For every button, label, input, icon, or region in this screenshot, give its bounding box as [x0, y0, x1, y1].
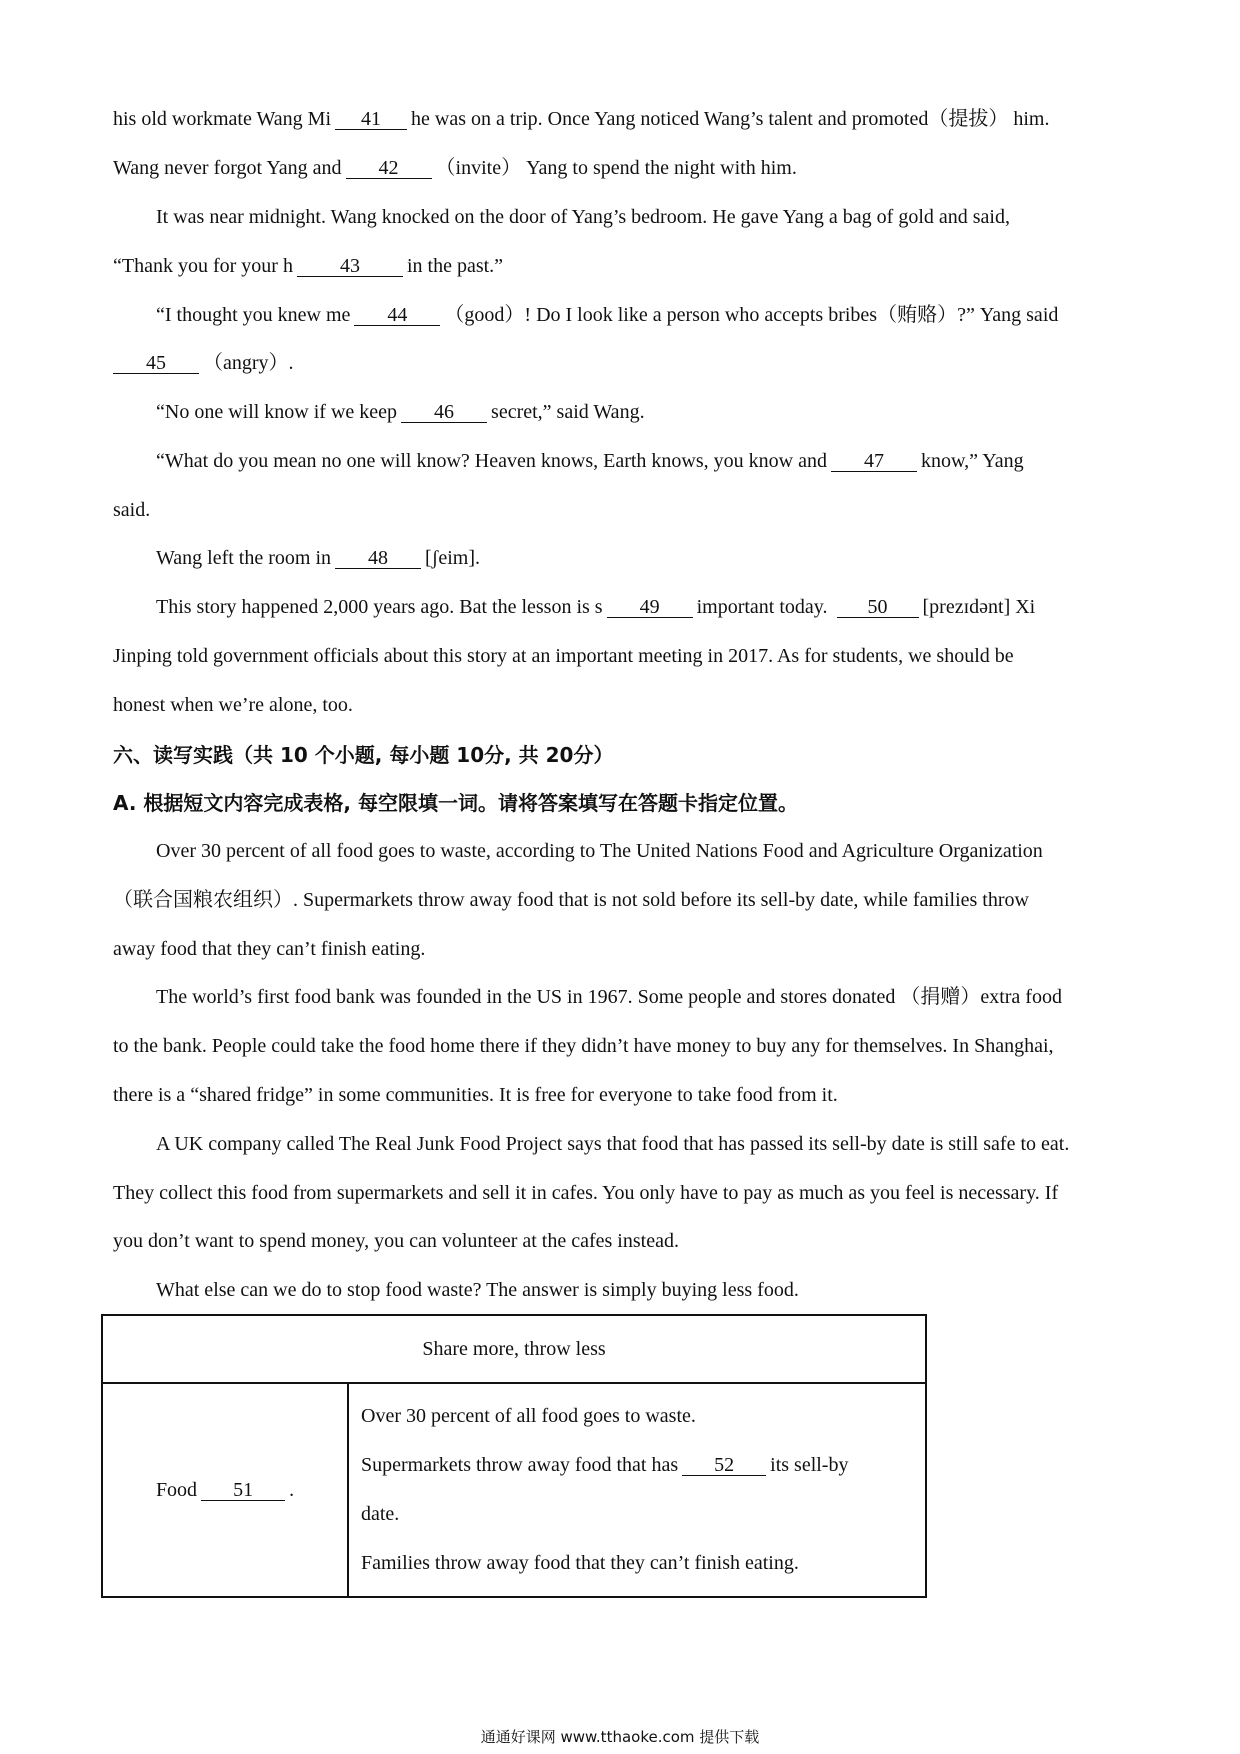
text: his old workmate Wang Mi [113, 108, 331, 130]
passage-p2-line3: there is a “shared fridge” in some communities. It is free for everyone to take food from it. [113, 1084, 838, 1106]
table-title: Share more, throw less [102, 1315, 926, 1383]
story-line-2 [113, 155, 797, 181]
blank-49[interactable]: 49 [607, 597, 693, 618]
blank-45[interactable]: 45 [113, 353, 199, 374]
text: （good）! Do I look like a person who accepts bribes（贿赂）?” Yang said [444, 304, 1059, 326]
text: in the past.” [406, 255, 504, 277]
table-line-3: date. [361, 1503, 400, 1525]
blank-41[interactable]: 41 [335, 109, 407, 130]
text: [prezɪdənt] Xi [922, 596, 1036, 618]
blank-46[interactable]: 46 [401, 402, 487, 423]
story-line-4 [113, 253, 503, 279]
food-label: Food [155, 1478, 198, 1501]
table-row [102, 1383, 926, 1597]
table-left-cell [102, 1383, 348, 1597]
footer-source: 通通好课网 www.tthaoke.com 提供下载 [480, 1728, 760, 1746]
text: secret,” said Wang. [491, 401, 645, 423]
passage-p3-line2: They collect this food from supermarkets and sell it in cafes. You only have to pay as much as you feel is necessary. If [113, 1182, 1059, 1204]
text: It was near midnight. Wang knocked on the door of Yang’s bedroom. He gave Yang a bag of gold and said, [156, 206, 1010, 228]
story-line-13 [113, 692, 353, 718]
text: “I thought you knew me [156, 304, 351, 326]
blank-50[interactable]: 50 [837, 597, 919, 618]
blank-48[interactable]: 48 [335, 548, 421, 569]
table-line-2 [361, 1441, 913, 1490]
text: he was on a trip. Once Yang noticed Wang’s talent and promoted（提拔） him. [411, 108, 1050, 130]
story-line-11 [156, 594, 1035, 620]
text: important today. [696, 596, 828, 618]
story-line-12 [113, 643, 1014, 669]
blank-52[interactable]: 52 [682, 1455, 766, 1476]
period: . [289, 1478, 295, 1501]
blank-51[interactable]: 51 [201, 1480, 285, 1501]
blank-42[interactable]: 42 [346, 158, 432, 179]
table-line-4: Families throw away food that they can’t finish eating. [361, 1552, 799, 1574]
text: （angry）. [203, 352, 294, 374]
text: honest when we’re alone, too. [113, 694, 353, 716]
table-right-cell [348, 1383, 926, 1597]
text: its sell-by [770, 1454, 849, 1476]
passage-p2-line2: to the bank. People could take the food home there if they didn’t have money to buy any for themselves. In Shanghai, [113, 1035, 1054, 1057]
text: “Thank you for your h [113, 255, 293, 277]
passage-p4: What else can we do to stop food waste? The answer is simply buying less food. [156, 1279, 799, 1301]
section-subtitle: A. 根据短文内容完成表格, 每空限填一词。请将答案填写在答题卡指定位置。 [113, 791, 798, 815]
blank-47[interactable]: 47 [831, 451, 917, 472]
passage-p1-line2: （联合国粮农组织）. Supermarkets throw away food that is not sold before its sell-by date, while families throw [113, 889, 1029, 911]
text: Jinping told government officials about this story at an important meeting in 2017. As for students, we should be [113, 645, 1014, 667]
passage-p2-line1: The world’s first food bank was founded in the US in 1967. Some people and stores donated （捐赠）extra food [156, 986, 1062, 1008]
text: Supermarkets throw away food that has [361, 1454, 679, 1476]
story-line-3 [156, 204, 1010, 230]
blank-44[interactable]: 44 [354, 305, 440, 326]
passage-p3-line1: A UK company called The Real Junk Food Project says that food that has passed its sell-by date is still safe to eat. [156, 1133, 1070, 1155]
text: “No one will know if we keep [156, 401, 398, 423]
text: know,” Yang [920, 450, 1024, 472]
story-line-9 [113, 497, 150, 523]
story-line-7 [156, 399, 645, 425]
passage-p3-line3: you don’t want to spend money, you can volunteer at the cafes instead. [113, 1230, 679, 1252]
text: Wang left the room in [156, 547, 332, 569]
story-line-8 [156, 448, 1024, 474]
story-line-10 [156, 545, 480, 571]
passage-p1-line1: Over 30 percent of all food goes to waste, according to The United Nations Food and Agriculture Organization [156, 840, 1043, 862]
summary-table [101, 1314, 927, 1598]
text: （invite） Yang to spend the night with him. [435, 157, 797, 179]
story-line-1 [113, 106, 1049, 132]
text: said. [113, 499, 151, 521]
story-line-5 [156, 302, 1058, 328]
text: Wang never forgot Yang and [113, 157, 342, 179]
table-title-row [102, 1315, 926, 1383]
story-line-6 [113, 350, 294, 376]
text: “What do you mean no one will know? Heaven knows, Earth knows, you know and [156, 450, 827, 472]
blank-43[interactable]: 43 [297, 256, 403, 277]
text: This story happened 2,000 years ago. Bat the lesson is s [156, 596, 603, 618]
passage-p1-line3: away food that they can’t finish eating. [113, 938, 426, 960]
text: [ʃeim]. [425, 547, 480, 569]
table-line-1: Over 30 percent of all food goes to waste. [361, 1405, 696, 1427]
section-title: 六、读写实践（共 10 个小题, 每小题 10分, 共 20分） [113, 743, 614, 767]
